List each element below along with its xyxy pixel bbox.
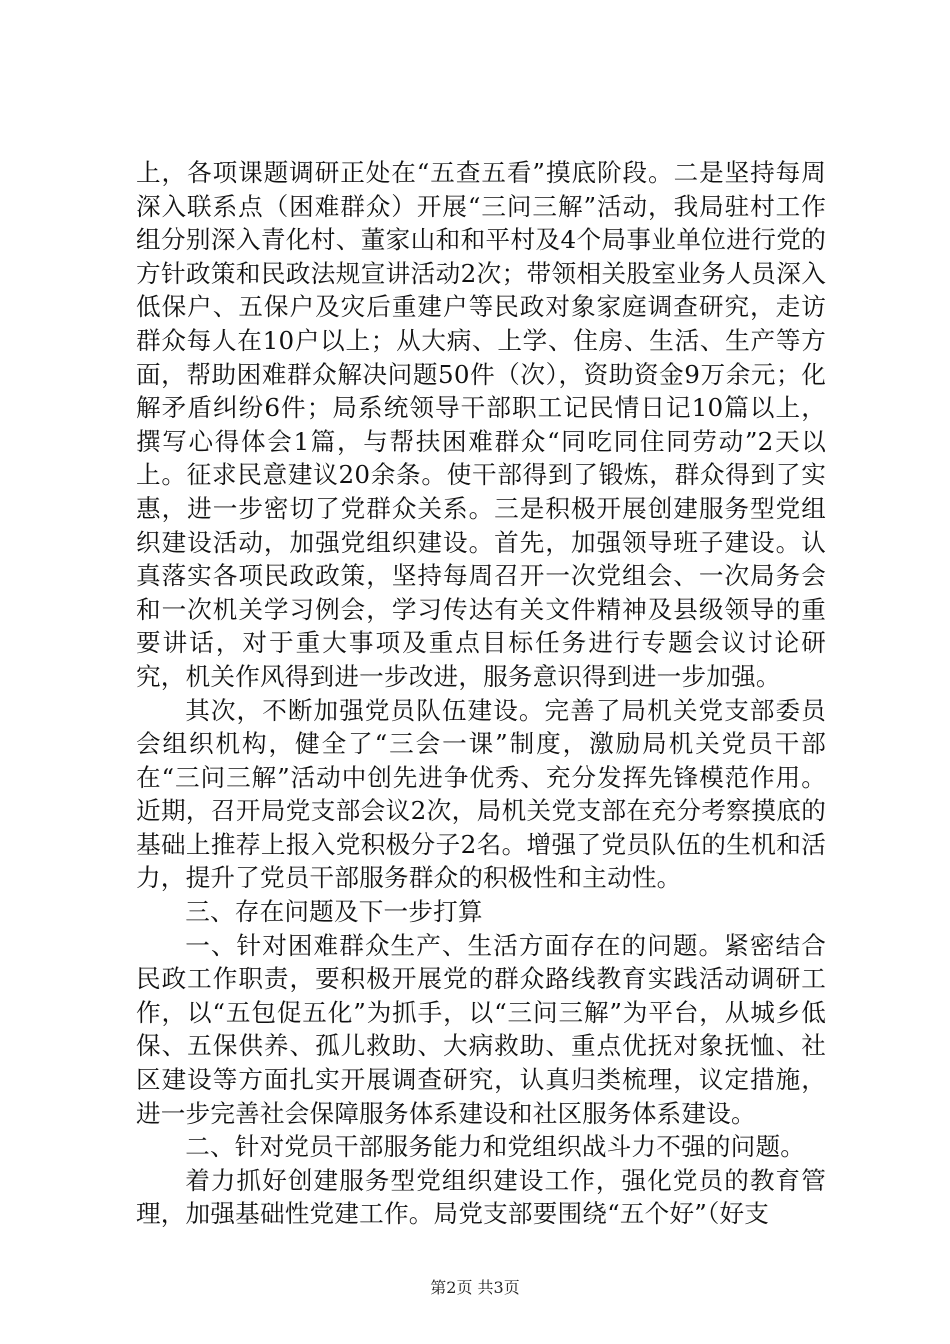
- page-number-label: 第2页 共3页: [430, 1278, 520, 1297]
- paragraph-1: 上，各项课题调研正处在“五查五看”摸底阶段。二是坚持每周深入联系点（困难群众）开展“三问三解”活动，我局驻村工作组分别深入青化村、董家山和和平村及4个局事业单位进行党的方针政策和民政法规宣讲活动2次；带领相关股室业务人员深入低保户、五保户及灾后重建户等民政对象家庭调查研究，走访群众每人在10户以上；从大病、上学、住房、生活、生产等方面，帮助困难群众解决问题50件（次），资助资金9万余元；化解矛盾纠纷6件；局系统领导干部职工记民情日记10篇以上，撰写心得体会1篇，与帮扶困难群众“同吃同住同劳动”2天以上。征求民意建议20余条。使干部得到了锻炼，群众得到了实惠，进一步密切了党群众关系。三是积极开展创建服务型党组织建设活动，加强党组织建设。首先，加强领导班子建设。认真落实各项民政政策，坚持每周召开一次党组会、一次局务会和一次机关学习例会，学习传达有关文件精神及县级领导的重要讲话，对于重大事项及重点目标任务进行专题会议讨论研究，机关作风得到进一步改进，服务意识得到进一步加强。: [136, 158, 826, 691]
- page-footer: [0, 1278, 950, 1298]
- paragraph-4: 二、针对党员干部服务能力和党组织战斗力不强的问题。: [185, 1132, 806, 1162]
- paragraph-3: 一、针对困难群众生产、生活方面存在的问题。紧密结合民政工作职责，要积极开展党的群众路线教育实践活动调研工作，以“五包促五化”为抓手，以“三问三解”为平台，从城乡低保、五保供养、孤儿救助、大病救助、重点优抚对象抚恤、社区建设等方面扎实开展调查研究，认真归类梳理，议定措施，进一步完善社会保障服务体系建设和社区服务体系建设。: [136, 930, 826, 1128]
- section-heading: 三、存在问题及下一步打算: [185, 897, 483, 927]
- paragraph-2: 其次，不断加强党员队伍建设。完善了局机关党支部委员会组织机构，健全了“三会一课”制度，激励局机关党员干部在“三问三解”活动中创先进争优秀、充分发挥先锋模范作用。近期，召开局党支部会议2次，局机关党支部在充分考察摸底的基础上推荐上报入党积极分子2名。增强了党员队伍的生机和活力，提升了党员干部服务群众的积极性和主动性。: [136, 695, 826, 893]
- document-body: [136, 156, 826, 1231]
- paragraph-5: 着力抓好创建服务型党组织建设工作，强化党员的教育管理，加强基础性党建工作。局党支部要围绕“五个好”（好支: [136, 1165, 826, 1229]
